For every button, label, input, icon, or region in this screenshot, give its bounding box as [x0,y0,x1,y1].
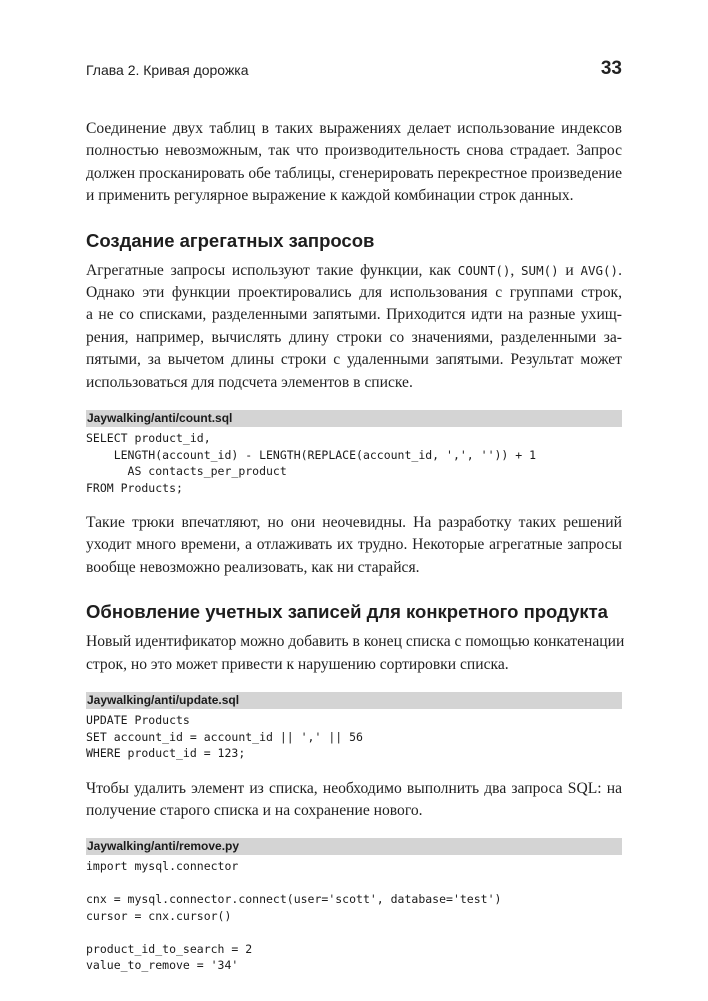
paragraph-concatenation [86,631,625,676]
inline-code: SUM() [521,262,559,278]
code-line: FROM Products; [86,480,183,495]
text-run: Агрегатные запросы используют такие функции, как [86,261,458,279]
code-caption: Jaywalking/anti/update.sql [86,692,622,709]
paragraph-index-performance [86,118,622,208]
code-line: UPDATE Products [86,713,190,728]
text-line: Однако эти функции проектировались для использования с группами строк, [86,284,622,302]
chapter-title: Глава 2. Кривая дорожка [86,62,249,78]
text-line: и применить регулярное выражение к каждой комбинации строк данных. [86,187,574,205]
text-line: полностью невозможным, так что производительность снова страдает. Запрос [86,142,622,160]
code-caption: Jaywalking/anti/remove.py [86,838,622,855]
code-listing-update-sql [86,692,622,762]
text-line: Такие трюки впечатляют, но они неочевидны. На разработку таких решений [86,514,622,532]
text-line: должен просканировать обе таблицы, сгенерировать перекрестное произведение [86,164,622,182]
text-line: пятыми, за вычетом длины строки с удаленными запятыми. Результат может [86,351,622,369]
inline-code: AVG() [580,262,619,278]
code-line: import mysql.connector [86,859,239,874]
paragraph-tricks [86,512,622,579]
code-listing-count-sql [86,410,622,496]
code-listing-remove-py [86,838,622,974]
text-line: Соединение двух таблиц в таких выражениях делает использование индексов [86,120,622,137]
text-run: . [618,261,622,279]
code-line: SELECT product_id, [86,431,211,446]
text-run: , [510,261,522,279]
code-line: value_to_remove = '34' [86,958,239,973]
code-line: LENGTH(account_id) - LENGTH(REPLACE(account_id, ',', '')) + 1 [86,447,537,462]
code-block [86,427,622,496]
text-line: использоваться для подсчета элементов в списке. [86,373,413,391]
code-line: SET account_id = account_id || ',' || 56 [86,729,363,744]
text-line: Чтобы удалить элемент из списка, необходимо выполнить два запроса SQL: на [86,779,622,797]
code-line: cursor = cnx.cursor() [86,908,232,923]
section-heading-update-accounts: Обновление учетных записей для конкретного продукта [86,601,608,623]
running-header [86,58,622,84]
page-content [86,118,625,974]
code-line [86,924,622,941]
code-line [86,875,622,892]
code-line: WHERE product_id = 123; [86,746,246,761]
text-line: строк, но это может привести к нарушению сортировки списка. [86,655,509,673]
text-run: и [558,261,581,279]
inline-code: COUNT() [457,262,511,278]
page-number: 33 [600,58,622,79]
code-caption: Jaywalking/anti/count.sql [86,410,622,427]
code-line: product_id_to_search = 2 [86,941,253,956]
paragraph-remove-element [86,778,622,823]
section-heading-aggregate: Создание агрегатных запросов [86,229,375,251]
paragraph-aggregate-functions [86,260,622,394]
code-line: AS contacts_per_product [86,464,287,479]
text-line: рения, например, вычислять длину строки со значениями, разделенными за- [86,328,622,346]
text-line: а не со списками, разделенными запятыми. Приходится идти на разные ухищ- [86,306,622,324]
text-line: уходит много времени, а отлаживать их трудно. Некоторые агрегатные запросы [86,536,622,554]
text-line: получение старого списка и на сохранение нового. [86,802,423,819]
code-line: cnx = mysql.connector.connect(user='scott', database='test') [86,892,502,907]
text-line [86,260,622,282]
code-block [86,709,622,762]
text-line: вообще невозможно реализовать, как ни старайся. [86,558,420,576]
text-line: Новый идентификатор можно добавить в конец списка с помощью конкатенации [86,633,625,651]
code-block [86,855,622,974]
